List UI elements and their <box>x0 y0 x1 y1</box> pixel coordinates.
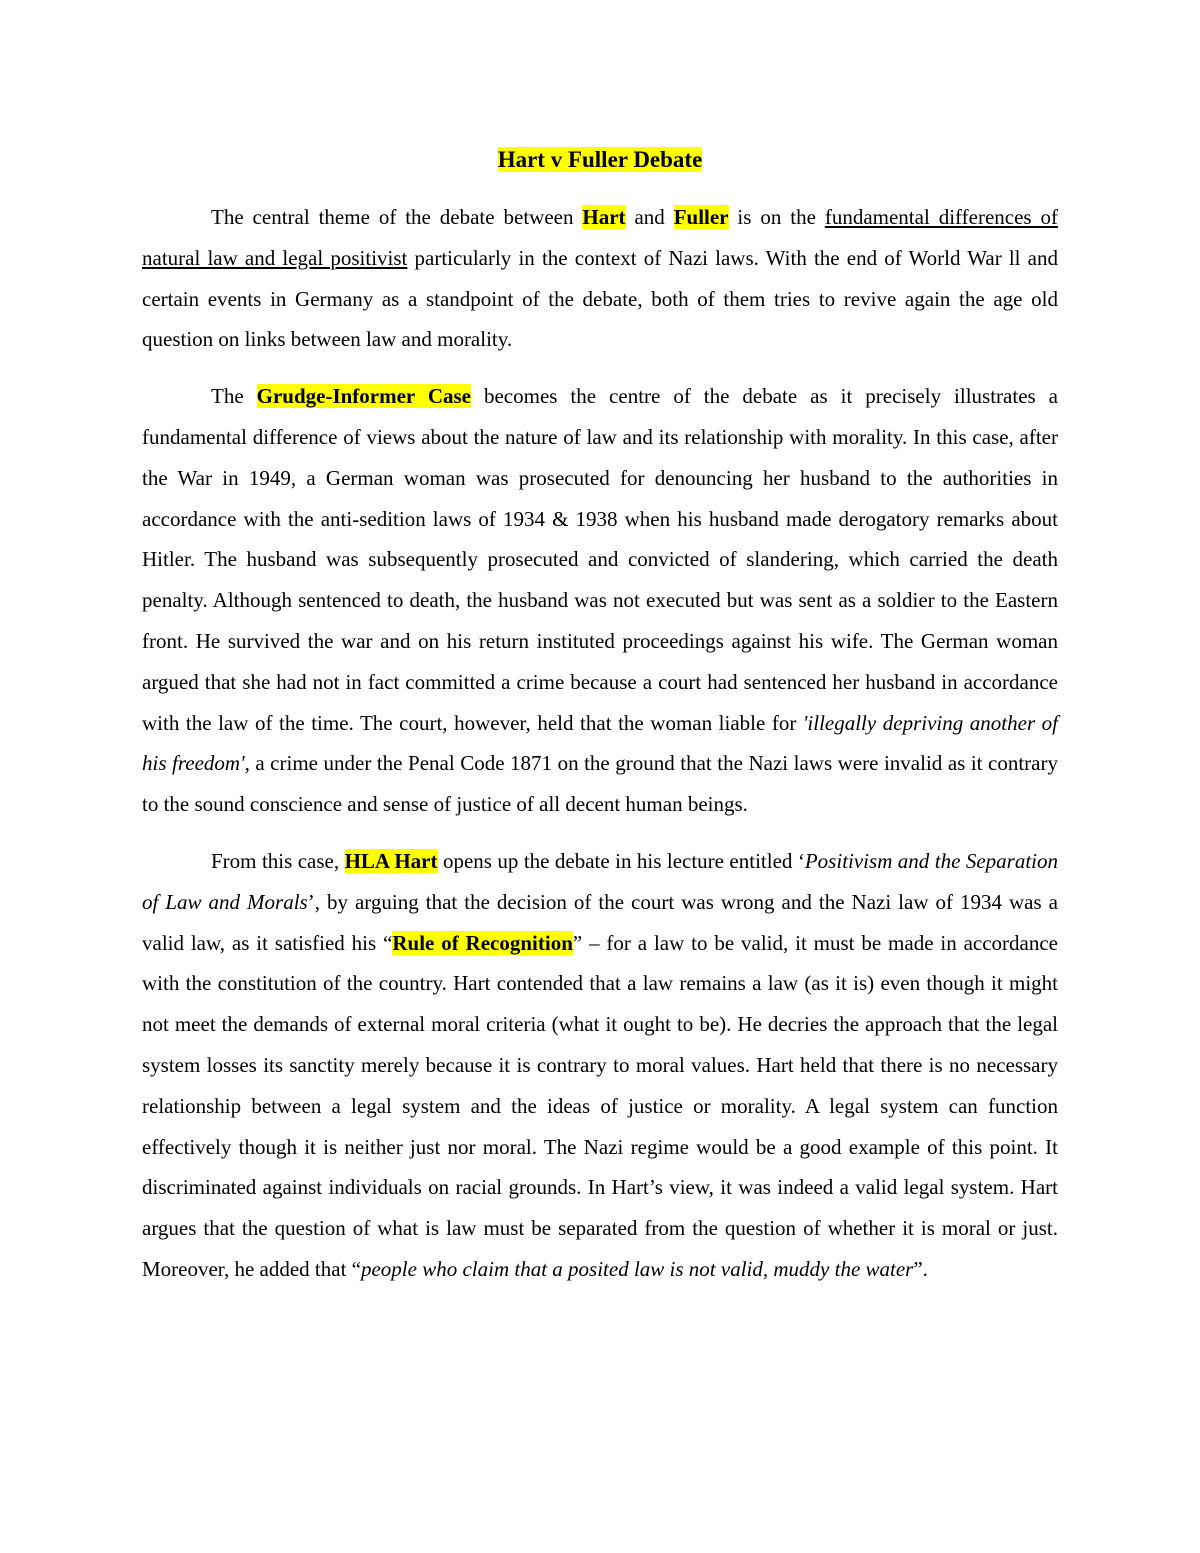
text-run: ’, by arguing that the decision of the court was wrong and the Nazi law of 1934 was a valid law, as it satisfied his “ <box>142 889 1058 955</box>
text-run: becomes the centre of the debate as it precisely illustrates a fundamental difference of views about the nature of law and its relationship with morality. In this case, after the War in 1949, a German woman was prosecuted for denouncing her husband to the authorities in accordance with the anti-sedition laws of 1934 & 1938 when his husband made derogatory remarks about Hitler. The husband was subsequently prosecuted and convicted of slandering, which carried the death penalty. Although sentenced to death, the husband was not executed but was sent as a soldier to the Eastern front. He survived the war and on his return instituted proceedings against his wife. The German woman argued that she had not in fact committed a crime because a court had sentenced her husband in accordance with the law of the time. The court, however, held that the woman liable for <box>142 384 1058 735</box>
highlight-case-name: Grudge-Informer Case <box>256 384 472 409</box>
underlined-phrase: fundamental differences of natural law and legal positivist <box>142 205 1058 270</box>
text-run: The <box>211 384 257 409</box>
highlight-hla-hart: HLA Hart <box>344 848 438 873</box>
paragraph-1 <box>142 197 1058 360</box>
document-title <box>0 140 1200 180</box>
text-run: The central theme of the debate between <box>211 205 583 229</box>
paragraph-2 <box>142 376 1058 825</box>
text-run: opens up the debate in his lecture entitled ‘ <box>437 848 805 873</box>
document-body <box>142 197 1058 1306</box>
highlight-fuller: Fuller <box>673 205 729 229</box>
text-run: From this case, <box>211 848 345 873</box>
text-run: particularly in the context of Nazi laws. With the end of World War ll and certain events in Germany as a standpoint of the debate, both of them tries to revive again the age old question on links between law and morality. <box>142 245 1058 352</box>
highlight-hart: Hart <box>582 205 626 229</box>
text-run: and <box>625 205 674 229</box>
italic-quote: 'illegally depriving another of his freedom' <box>142 710 1059 776</box>
highlight-rule-of-recognition: Rule of Recognition <box>392 930 573 955</box>
italic-quote-2: people who claim that a posited law is not valid, muddy the water <box>360 1256 914 1281</box>
text-run: , a crime under the Penal Code 1871 on the ground that the Nazi laws were invalid as it contrary to the sound conscience and sense of justice of all decent human beings. <box>142 751 1058 817</box>
lecture-title: Positivism and the Separation of Law and Morals <box>142 848 1058 914</box>
text-run: is on the <box>728 205 825 229</box>
text-run: ” – for a law to be valid, it must be made in accordance with the constitution of the country. Hart contended that a law remains a law (as it is) even though it might not meet the demands of external moral criteria (what it ought to be). He decries the approach that the legal system losses its sanctity merely because it is contrary to moral values. Hart held that there is no necessary relationship between a legal system and the ideas of justice or morality. A legal system can function effectively though it is neither just nor moral. The Nazi regime would be a good example of this point. It discriminated against individuals on racial grounds. In Hart’s view, it was indeed a valid legal system. Hart argues that the question of what is law must be separated from the question of whether it is moral or just. Moreover, he added that “ <box>142 930 1058 1281</box>
paragraph-3 <box>142 841 1058 1290</box>
title-highlight: Hart v Fuller Debate <box>497 147 703 172</box>
text-run: ”. <box>913 1256 928 1281</box>
